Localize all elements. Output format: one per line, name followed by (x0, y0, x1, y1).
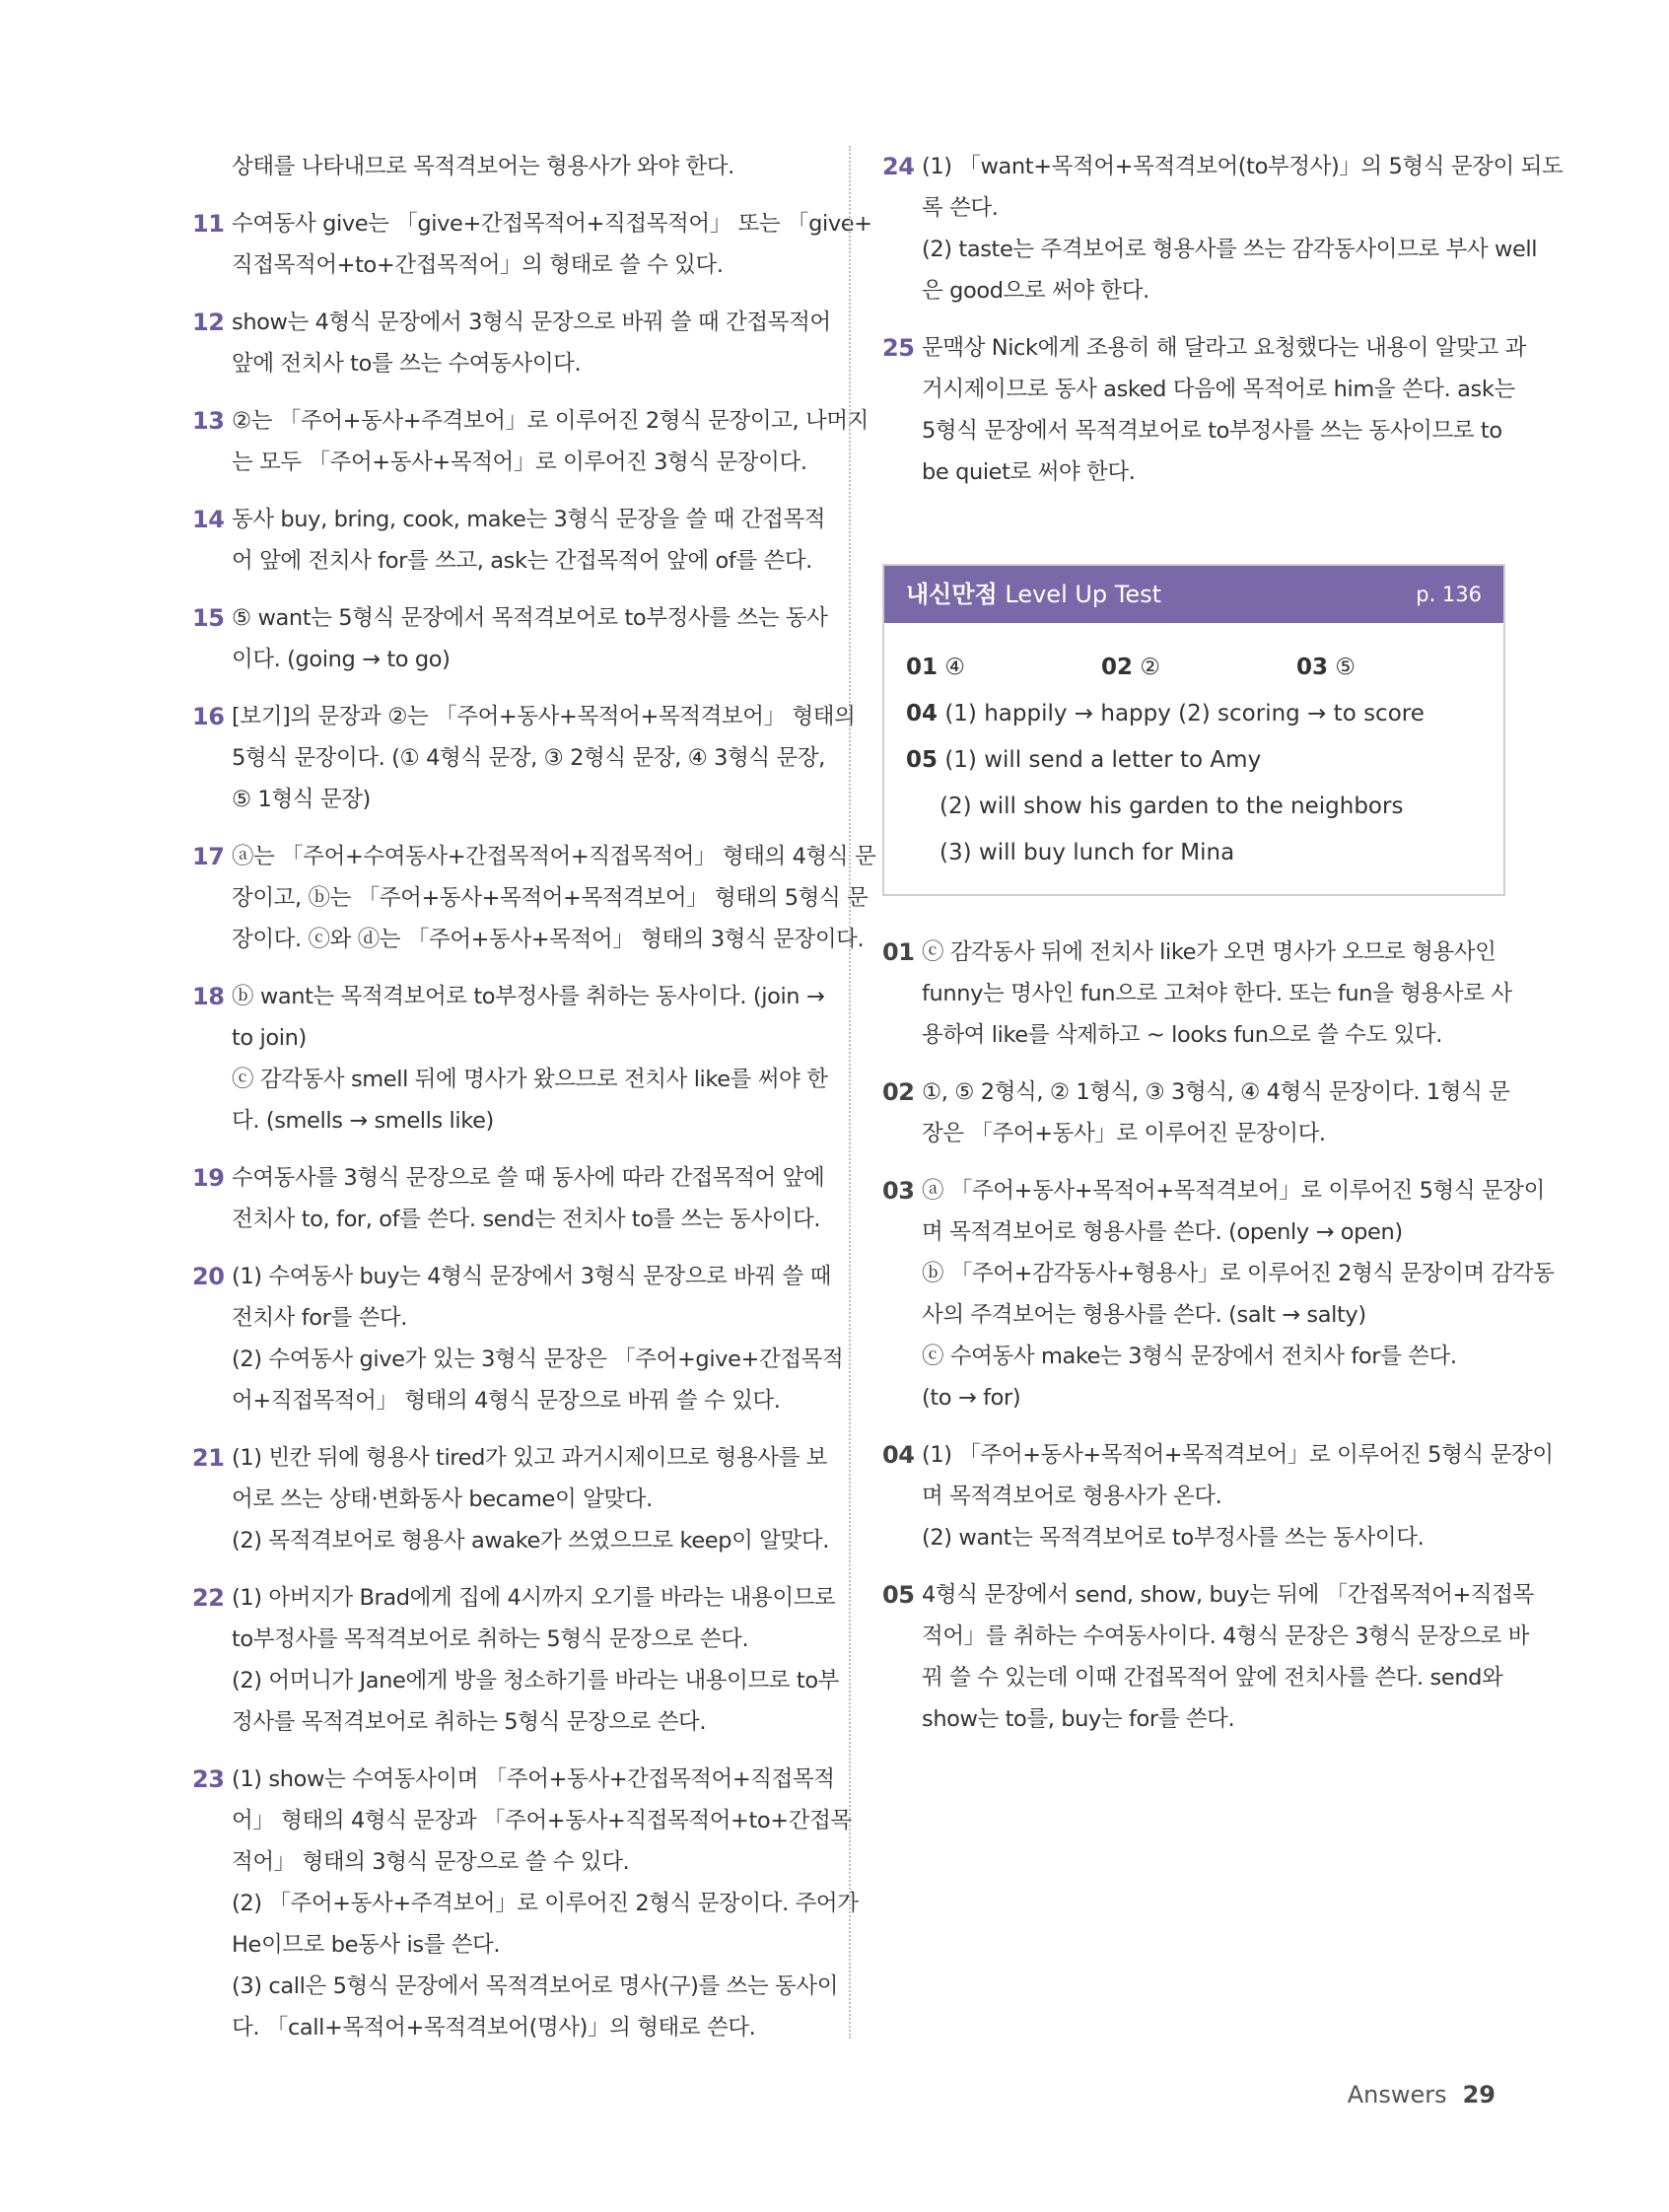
answer-explanation (882, 1071, 1510, 1154)
item-number: 15 (192, 604, 225, 632)
answer-value: ② (1140, 655, 1160, 680)
explanation-line: ⓐ는 「주어+수여동사+간접목적어+직접목적어」 형태의 4형식 문 (232, 844, 876, 869)
explanation-line: (2) 「주어+동사+주격보어」로 이루어진 2형식 문장이다. 주어가 (232, 1891, 859, 1916)
answer-explanation (192, 1256, 844, 1421)
explanation-line: ⓑ want는 목적격보어로 to부정사를 취하는 동사이다. (join → (232, 984, 825, 1009)
explanation-line: ⑤ 1형식 문장) (232, 787, 371, 812)
item-number: 02 (882, 1078, 915, 1106)
explanation-line: 적어」 형태의 3형식 문장으로 쓸 수 있다. (232, 1849, 630, 1875)
explanation-line: 며 목적격보어로 형용사를 쓴다. (openly → open) (922, 1219, 1403, 1245)
explanation-line: 정사를 목적격보어로 취하는 5형식 문장으로 쓴다. (232, 1709, 707, 1735)
explanation-line: 어로 쓰는 상태·변화동사 became이 알맞다. (232, 1486, 653, 1512)
explanation-line: (1) 아버지가 Brad에게 집에 4시까지 오기를 바라는 내용이므로 (232, 1585, 836, 1611)
answer-explanation (192, 1759, 859, 2048)
answer-row (906, 645, 1482, 691)
explanation-line: (1) 「주어+동사+목적어+목적격보어」로 이루어진 5형식 문장이 (922, 1442, 1554, 1468)
answer-num: 02 (1101, 655, 1134, 680)
answer-explanation (192, 302, 831, 384)
item-number: 24 (882, 153, 915, 180)
item-number: 05 (882, 1581, 915, 1609)
explanation-line: 적어」를 취하는 수여동사이다. 4형식 문장은 3형식 문장으로 바 (922, 1624, 1529, 1649)
answer-explanation (192, 1437, 829, 1561)
explanation-line: 5형식 문장이다. (① 4형식 문장, ③ 2형식 문장, ④ 3형식 문장, (232, 745, 825, 771)
explanation-line: 용하여 like를 삭제하고 ~ looks fun으로 쓸 수도 있다. (922, 1022, 1442, 1048)
answer-explanation (192, 976, 828, 1141)
explanation-line: ⑤ want는 5형식 문장에서 목적격보어로 to부정사를 쓰는 동사 (232, 605, 828, 631)
column-divider (849, 146, 851, 2039)
item-number: 13 (192, 407, 225, 435)
explanation-line: 은 good으로 써야 한다. (922, 278, 1149, 304)
explanation-line: (2) 목적격보어로 형용사 awake가 쓰였으므로 keep이 알맞다. (232, 1528, 829, 1554)
explanation-line: 어+직접목적어」 형태의 4형식 문장으로 바꿔 쓸 수 있다. (232, 1388, 781, 1414)
right-column (882, 146, 1564, 1756)
answer-explanation (192, 400, 869, 483)
answer-row (906, 691, 1482, 737)
answer-explanation (192, 836, 876, 960)
answer-value: ⑤ (1335, 655, 1356, 680)
answer-explanation (192, 146, 813, 187)
answer-explanation (192, 696, 856, 820)
answer-num: 04 (906, 701, 939, 726)
item-number: 17 (192, 843, 225, 870)
item-number: 16 (192, 703, 225, 730)
explanation-line: ⓐ 「주어+동사+목적어+목적격보어」로 이루어진 5형식 문장이 (922, 1178, 1545, 1204)
explanation-line: 어 앞에 전치사 for를 쓰고, ask는 간접목적어 앞에 of를 쓴다. (232, 548, 812, 574)
explanation-line: (1) 「want+목적어+목적격보어(to부정사)」의 5형식 문장이 되도 (922, 154, 1564, 179)
explanation-line: 거시제이므로 동사 asked 다음에 목적어로 him을 쓴다. ask는 (922, 377, 1515, 402)
explanation-line: 수여동사를 3형식 문장으로 쓸 때 동사에 따라 간접목적어 앞에 (232, 1165, 825, 1191)
answer-value: ④ (944, 655, 965, 680)
box-title-bold: 내신만점 (906, 581, 998, 608)
explanation-line: (2) 수여동사 give가 있는 3형식 문장은 「주어+give+간접목적 (232, 1347, 844, 1372)
item-number: 20 (192, 1263, 225, 1290)
item-number: 04 (882, 1441, 915, 1469)
item-number: 11 (192, 210, 225, 238)
explanation-line: 사의 주격보어는 형용사를 쓴다. (salt → salty) (922, 1302, 1366, 1328)
explanation-line: ⓒ 감각동사 뒤에 전치사 like가 오면 명사가 오므로 형용사인 (922, 939, 1496, 965)
explanation-line: 문맥상 Nick에게 조용히 해 달라고 요청했다는 내용이 알맞고 과 (922, 335, 1526, 361)
explanation-line: 며 목적격보어로 형용사가 온다. (922, 1484, 1222, 1509)
explanation-line: 전치사 for를 쓴다. (232, 1305, 408, 1331)
answer-num: 05 (906, 747, 939, 773)
answer-value: (1) happily → happy (2) scoring → to score (944, 701, 1425, 726)
answer-explanation (882, 1574, 1534, 1740)
explanation-line: ②는 「주어+동사+주격보어」로 이루어진 2형식 문장이고, 나머지 (232, 408, 869, 434)
explanation-line: 다. (smells → smells like) (232, 1108, 494, 1134)
page-number: 29 (1462, 2081, 1495, 2108)
explanation-line: [보기]의 문장과 ②는 「주어+동사+목적어+목적격보어」 형태의 (232, 704, 856, 729)
answer-row: (3) will buy lunch for Mina (939, 840, 1235, 865)
answer-row (906, 737, 1482, 784)
footer-label: Answers (1347, 2081, 1447, 2108)
answer-value: (1) will send a letter to Amy (944, 747, 1262, 773)
item-number: 14 (192, 506, 225, 533)
item-number: 23 (192, 1765, 225, 1793)
explanation-line: 는 모두 「주어+동사+목적어」로 이루어진 3형식 문장이다. (232, 449, 807, 475)
explanation-line: ⓒ 감각동사 smell 뒤에 명사가 왔으므로 전치사 like를 써야 한 (232, 1067, 828, 1092)
explanation-line: (2) 어머니가 Jane에게 방을 청소하기를 바라는 내용이므로 to부 (232, 1668, 840, 1694)
box-header (884, 566, 1503, 623)
item-number: 03 (882, 1177, 915, 1205)
answer-num: 03 (1296, 655, 1329, 680)
explanation-line: to join) (232, 1025, 307, 1051)
answer-explanation (882, 932, 1512, 1056)
explanation-line: 5형식 문장에서 목적격보어로 to부정사를 쓰는 동사이므로 to (922, 418, 1502, 444)
explanation-line: show는 to를, buy는 for를 쓴다. (922, 1706, 1235, 1732)
explanation-line: show는 4형식 문장에서 3형식 문장으로 바꿔 쓸 때 간접목적어 (232, 310, 831, 335)
explanation-line: (1) 수여동사 buy는 4형식 문장에서 3형식 문장으로 바꿔 쓸 때 (232, 1264, 831, 1289)
box-answers (884, 623, 1503, 894)
explanation-line: 어」 형태의 4형식 문장과 「주어+동사+직접목적어+to+간접목 (232, 1808, 852, 1833)
explanation-line: 이다. (going → to go) (232, 647, 451, 672)
explanation-line: funny는 명사인 fun으로 고쳐야 한다. 또는 fun을 형용사로 사 (922, 981, 1512, 1006)
explanation-line: 록 쓴다. (922, 195, 999, 221)
answer-explanation (192, 499, 826, 582)
item-number: 01 (882, 938, 915, 966)
answer-explanation (882, 327, 1526, 493)
item-number: 25 (882, 334, 915, 362)
item-number: 22 (192, 1584, 225, 1612)
explanation-line: ①, ⑤ 2형식, ② 1형식, ③ 3형식, ④ 4형식 문장이다. 1형식 문 (922, 1079, 1510, 1105)
box-title: Level Up Test (997, 581, 1162, 608)
explanation-line: (1) 빈칸 뒤에 형용사 tired가 있고 과거시제이므로 형용사를 보 (232, 1445, 828, 1471)
explanation-line: (2) taste는 주격보어로 형용사를 쓰는 감각동사이므로 부사 well (922, 237, 1538, 262)
explanation-line: 수여동사 give는 「give+간접목적어+직접목적어」 또는 「give+ (232, 211, 872, 237)
explanation-line: (to → for) (922, 1385, 1021, 1411)
explanation-line: ⓑ 「주어+감각동사+형용사」로 이루어진 2형식 문장이며 감각동 (922, 1261, 1555, 1286)
answer-explanation (192, 203, 872, 286)
explanation-line: 앞에 전치사 to를 쓰는 수여동사이다. (232, 351, 582, 377)
item-number: 21 (192, 1444, 225, 1472)
item-number: 18 (192, 983, 225, 1010)
explanation-line: ⓒ 수여동사 make는 3형식 문장에서 전치사 for를 쓴다. (922, 1344, 1457, 1369)
explanation-line: (1) show는 수여동사이며 「주어+동사+간접목적어+직접목적 (232, 1766, 835, 1792)
explanation-line: 꿔 쓸 수 있는데 이때 간접목적어 앞에 전치사를 쓴다. send와 (922, 1665, 1503, 1691)
explanation-line: 장은 「주어+동사」로 이루어진 문장이다. (922, 1121, 1326, 1146)
explanation-line: 장이고, ⓑ는 「주어+동사+목적어+목적격보어」 형태의 5형식 문 (232, 885, 869, 911)
explanation-line: 장이다. ⓒ와 ⓓ는 「주어+동사+목적어」 형태의 3형식 문장이다. (232, 927, 865, 952)
explanation-line: 직접목적어+to+간접목적어」의 형태로 쓸 수 있다. (232, 252, 724, 278)
explanation-line: be quiet로 써야 한다. (922, 459, 1136, 485)
answer-num: 01 (906, 655, 939, 680)
explanation-line: 상태를 나타내므로 목적격보어는 형용사가 와야 한다. (232, 154, 734, 179)
explanation-line: He이므로 be동사 is를 쓴다. (232, 1932, 501, 1958)
explanation-line: 전치사 to, for, of를 쓴다. send는 전치사 to를 쓰는 동사이다. (232, 1207, 821, 1232)
left-column (192, 146, 876, 2064)
box-page-ref: p. 136 (1416, 583, 1482, 606)
explanation-line: to부정사를 목적격보어로 취하는 5형식 문장으로 쓴다. (232, 1626, 749, 1652)
explanation-line: 4형식 문장에서 send, show, buy는 뒤에 「간접목적어+직접목 (922, 1582, 1534, 1608)
item-number: 19 (192, 1164, 225, 1192)
explanation-line: 동사 buy, bring, cook, make는 3형식 문장을 쓸 때 간접목적 (232, 507, 826, 532)
answer-explanation (192, 1157, 825, 1240)
explanation-line: (3) call은 5형식 문장에서 목적격보어로 명사(구)를 쓰는 동사이 (232, 1973, 839, 1999)
explanation-line: 다. 「call+목적어+목적격보어(명사)」의 형태로 쓴다. (232, 2015, 756, 2040)
answer-explanation (882, 1170, 1555, 1418)
explanation-line: (2) want는 목적격보어로 to부정사를 쓰는 동사이다. (922, 1525, 1425, 1551)
level-up-test-box (882, 564, 1505, 896)
answer-explanation (882, 146, 1564, 311)
answer-explanation (192, 597, 828, 680)
item-number: 12 (192, 309, 225, 336)
answer-explanation (192, 1577, 840, 1743)
page-footer (1348, 2081, 1495, 2108)
answer-row: (2) will show his garden to the neighbors (939, 794, 1404, 819)
answer-explanation (882, 1434, 1554, 1558)
